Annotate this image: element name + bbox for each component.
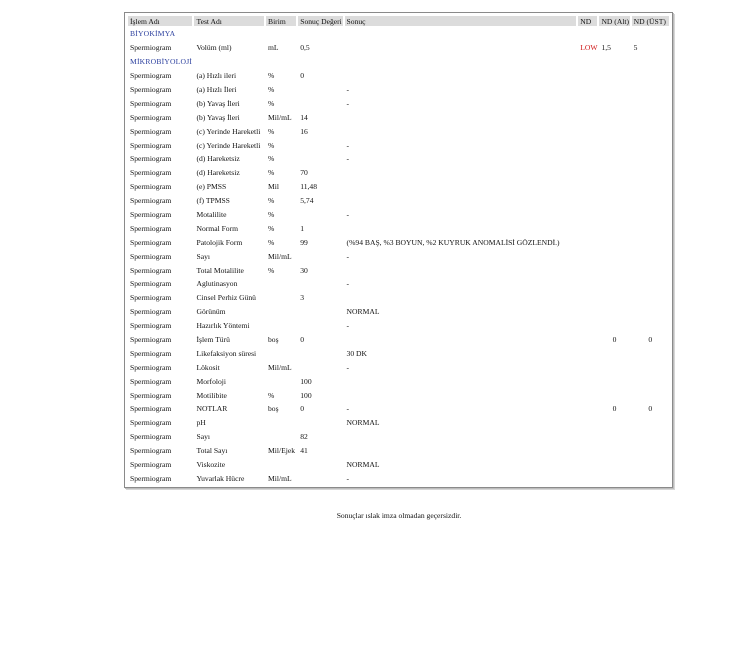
cell-test: (d) Hareketsiz xyxy=(196,168,240,178)
cell-islem: Spermiogram xyxy=(130,473,172,483)
cell-test: Aglutinasyon xyxy=(196,279,238,289)
cell-nd: LOW xyxy=(580,43,598,53)
cell-nd-alt xyxy=(599,181,629,193)
cell-sonuc xyxy=(345,264,577,276)
cell-test: (b) Yavaş İleri xyxy=(196,112,240,122)
cell-birim: % xyxy=(268,237,275,247)
cell-nd xyxy=(578,306,597,318)
cell-nd xyxy=(578,445,597,457)
cell-islem: Spermiogram xyxy=(130,335,172,345)
cell-sonuc xyxy=(345,167,577,179)
cell-test: (e) PMSS xyxy=(196,182,227,192)
cell-nd-ust xyxy=(632,236,669,248)
footer-note: Sonuçlar ıslak imza olmadan geçersizdir. xyxy=(336,511,462,520)
cell-nd xyxy=(578,222,597,234)
cell-nd-ust xyxy=(632,125,669,137)
table-row xyxy=(128,222,669,234)
cell-nd-alt xyxy=(599,445,629,457)
col-nd: ND xyxy=(578,16,597,26)
cell-nd xyxy=(578,139,597,151)
cell-sonuc xyxy=(345,222,577,234)
cell-nd-ust xyxy=(632,167,669,179)
cell-islem: Spermiogram xyxy=(130,279,172,289)
cell-nd xyxy=(578,209,597,221)
cell-birim: Mil/mL xyxy=(268,112,292,122)
cell-nd xyxy=(578,167,597,179)
cell-islem: Spermiogram xyxy=(130,140,172,150)
cell-islem: Spermiogram xyxy=(130,446,172,456)
cell-nd-alt: 0 xyxy=(612,335,617,345)
table-row xyxy=(128,361,669,373)
cell-nd-alt xyxy=(599,97,629,109)
cell-birim: % xyxy=(268,140,275,150)
cell-birim: mL xyxy=(268,43,279,53)
table-row xyxy=(128,264,669,276)
table-row xyxy=(128,125,669,137)
cell-sonuc: - xyxy=(346,279,350,289)
cell-nd-alt xyxy=(599,139,629,151)
cell-nd-alt xyxy=(599,361,629,373)
cell-birim: Mil/mL xyxy=(268,473,292,483)
col-islem-adi: İşlem Adı xyxy=(128,16,192,26)
col-test-adi: Test Adı xyxy=(194,16,264,26)
cell-deger xyxy=(298,347,342,359)
cell-test: Yuvarlak Hücre xyxy=(196,473,245,483)
cell-deger xyxy=(298,139,342,151)
cell-deger xyxy=(298,278,342,290)
cell-nd-ust: 0 xyxy=(648,404,653,414)
cell-nd-alt xyxy=(599,167,629,179)
cell-birim: Mil/Ejek xyxy=(268,446,295,456)
cell-islem: Spermiogram xyxy=(130,265,172,275)
cell-nd-ust xyxy=(632,347,669,359)
table-row xyxy=(128,181,669,193)
cell-birim: Mil xyxy=(268,182,279,192)
cell-nd-ust xyxy=(632,84,669,96)
table-row xyxy=(128,236,669,248)
cell-sonuc xyxy=(345,70,577,82)
table-row xyxy=(128,417,669,429)
col-sonuc-degeri: Sonuç Değeri xyxy=(300,16,342,26)
cell-islem: Spermiogram xyxy=(130,154,172,164)
cell-deger xyxy=(298,473,342,485)
cell-islem: Spermiogram xyxy=(130,362,172,372)
cell-nd xyxy=(578,111,597,123)
table-row xyxy=(128,445,669,457)
cell-nd-alt: 1,5 xyxy=(601,43,611,53)
cell-deger: 0 xyxy=(300,404,305,414)
cell-nd-alt xyxy=(599,153,629,165)
cell-nd-alt xyxy=(599,70,629,82)
cell-test: Sayı xyxy=(196,432,210,442)
cell-deger: 11,48 xyxy=(300,182,318,192)
cell-nd-alt xyxy=(599,209,629,221)
cell-nd-ust xyxy=(632,417,669,429)
cell-nd-alt xyxy=(599,236,629,248)
cell-sonuc xyxy=(345,181,577,193)
cell-sonuc: - xyxy=(346,98,350,108)
col-sonuc: Sonuç xyxy=(345,16,577,26)
cell-nd xyxy=(578,195,597,207)
cell-nd xyxy=(578,125,597,137)
cell-nd xyxy=(578,375,597,387)
cell-birim xyxy=(266,431,296,443)
section-title: BİYOKİMYA xyxy=(130,29,176,39)
cell-sonuc xyxy=(345,195,577,207)
table-row xyxy=(128,195,669,207)
cell-birim xyxy=(266,278,296,290)
cell-nd-ust xyxy=(632,111,669,123)
cell-nd xyxy=(578,389,597,401)
cell-birim xyxy=(266,320,296,332)
cell-birim: boş xyxy=(268,404,279,414)
cell-islem: Spermiogram xyxy=(130,71,172,81)
cell-test: Likefaksiyon süresi xyxy=(196,348,257,358)
cell-deger: 100 xyxy=(300,390,312,400)
cell-birim: boş xyxy=(268,335,279,345)
cell-islem: Spermiogram xyxy=(130,293,172,303)
cell-nd xyxy=(578,278,597,290)
cell-nd-alt xyxy=(599,306,629,318)
cell-birim: % xyxy=(268,154,275,164)
cell-nd-alt xyxy=(599,320,629,332)
cell-nd xyxy=(578,431,597,443)
cell-test: Motilibite xyxy=(196,390,227,400)
cell-nd xyxy=(578,97,597,109)
cell-sonuc: - xyxy=(346,154,350,164)
cell-deger xyxy=(298,84,342,96)
cell-test: (f) TPMSS xyxy=(196,196,230,206)
table-row xyxy=(128,153,669,165)
cell-nd-ust xyxy=(632,473,669,485)
cell-islem: Spermiogram xyxy=(130,376,172,386)
table-row xyxy=(128,139,669,151)
cell-sonuc xyxy=(345,111,577,123)
cell-birim xyxy=(266,417,296,429)
cell-sonuc: - xyxy=(346,473,350,483)
section-title: MİKROBİYOLOJİ xyxy=(130,57,193,67)
cell-test: Hazırlık Yöntemi xyxy=(196,321,250,331)
cell-deger xyxy=(298,250,342,262)
cell-islem: Spermiogram xyxy=(130,251,172,261)
cell-sonuc xyxy=(345,334,577,346)
cell-test: (b) Yavaş İleri xyxy=(196,98,240,108)
cell-sonuc xyxy=(345,292,577,304)
cell-islem: Spermiogram xyxy=(130,43,172,53)
results-panel xyxy=(124,12,673,488)
cell-nd-alt xyxy=(599,389,629,401)
cell-nd xyxy=(578,292,597,304)
cell-test: Sayı xyxy=(196,251,210,261)
cell-test: Patolojik Form xyxy=(196,237,243,247)
cell-deger xyxy=(298,306,342,318)
cell-deger: 3 xyxy=(300,293,305,303)
cell-nd xyxy=(578,84,597,96)
table-row xyxy=(128,473,669,485)
cell-sonuc: NORMAL xyxy=(346,460,380,470)
cell-nd-alt xyxy=(599,278,629,290)
cell-deger xyxy=(298,459,342,471)
cell-islem: Spermiogram xyxy=(130,112,172,122)
col-nd-alt: ND (Alt) xyxy=(601,16,630,26)
cell-test: Volüm (ml) xyxy=(196,43,232,53)
cell-islem: Spermiogram xyxy=(130,321,172,331)
cell-birim: % xyxy=(268,265,275,275)
table-row xyxy=(128,389,669,401)
cell-nd xyxy=(578,264,597,276)
cell-nd-ust xyxy=(632,389,669,401)
cell-nd-ust xyxy=(632,181,669,193)
table-row xyxy=(128,250,669,262)
cell-nd-alt xyxy=(599,111,629,123)
results-table xyxy=(126,14,671,486)
cell-nd-alt xyxy=(599,347,629,359)
cell-test: (a) Hızlı İleri xyxy=(196,85,237,94)
cell-nd xyxy=(578,459,597,471)
cell-islem: Spermiogram xyxy=(130,182,172,192)
cell-test: Morfoloji xyxy=(196,376,227,386)
cell-islem: Spermiogram xyxy=(130,348,172,358)
cell-deger: 14 xyxy=(300,112,308,122)
cell-deger: 82 xyxy=(300,432,308,442)
table-row xyxy=(128,347,669,359)
cell-nd-ust xyxy=(632,431,669,443)
cell-sonuc xyxy=(345,431,577,443)
cell-nd-alt xyxy=(599,473,629,485)
cell-nd-alt: 0 xyxy=(612,404,617,414)
cell-nd-ust xyxy=(632,306,669,318)
cell-test: Total Motalilite xyxy=(196,265,244,275)
cell-nd-ust xyxy=(632,209,669,221)
cell-deger: 0 xyxy=(300,71,305,81)
col-birim: Birim xyxy=(266,16,296,26)
table-row xyxy=(128,459,669,471)
cell-deger xyxy=(298,209,342,221)
cell-test: Motalilite xyxy=(196,210,227,220)
cell-birim: Mil/mL xyxy=(268,251,292,261)
cell-birim: % xyxy=(268,210,275,220)
cell-sonuc: - xyxy=(346,321,350,331)
cell-sonuc xyxy=(345,125,577,137)
cell-islem: Spermiogram xyxy=(130,237,172,247)
cell-nd-ust xyxy=(632,445,669,457)
cell-islem: Spermiogram xyxy=(130,126,172,136)
cell-sonuc: - xyxy=(346,251,350,261)
cell-birim: % xyxy=(268,71,275,81)
cell-birim xyxy=(266,375,296,387)
cell-nd-ust xyxy=(632,153,669,165)
cell-nd xyxy=(578,153,597,165)
cell-nd-ust xyxy=(632,361,669,373)
cell-test: Görünüm xyxy=(196,307,226,317)
cell-birim: % xyxy=(268,85,275,94)
cell-nd xyxy=(578,347,597,359)
cell-nd-alt xyxy=(599,431,629,443)
cell-islem: Spermiogram xyxy=(130,307,172,317)
cell-test: (c) Yerinde Hareketli xyxy=(196,126,261,136)
cell-islem: Spermiogram xyxy=(130,418,172,428)
cell-test: (a) Hızlı ileri xyxy=(196,71,237,81)
section-row xyxy=(128,28,669,40)
cell-islem: Spermiogram xyxy=(130,210,172,220)
cell-test: (c) Yerinde Hareketli xyxy=(196,140,261,150)
cell-nd-ust xyxy=(632,459,669,471)
cell-sonuc: NORMAL xyxy=(346,418,380,428)
cell-islem: Spermiogram xyxy=(130,390,172,400)
cell-deger: 0 xyxy=(300,335,305,345)
cell-islem: Spermiogram xyxy=(130,432,172,442)
cell-test: Viskozite xyxy=(196,460,226,470)
cell-nd-ust xyxy=(632,97,669,109)
cell-deger: 70 xyxy=(300,168,308,178)
table-row xyxy=(128,42,669,54)
cell-sonuc xyxy=(345,445,577,457)
cell-nd-ust: 0 xyxy=(648,335,653,345)
cell-nd-alt xyxy=(599,250,629,262)
cell-nd xyxy=(578,334,597,346)
cell-nd-alt xyxy=(599,222,629,234)
cell-test: Total Sayı xyxy=(196,446,228,456)
cell-sonuc: 30 DK xyxy=(346,348,368,358)
cell-deger: 1 xyxy=(300,223,305,233)
cell-sonuc xyxy=(345,389,577,401)
cell-nd-ust xyxy=(632,222,669,234)
cell-deger xyxy=(298,97,342,109)
cell-sonuc: - xyxy=(346,404,350,414)
cell-nd-ust xyxy=(632,320,669,332)
table-body xyxy=(128,28,669,484)
cell-sonuc: - xyxy=(346,85,350,94)
table-header-row xyxy=(128,16,669,26)
cell-islem: Spermiogram xyxy=(130,196,172,206)
table-row xyxy=(128,334,669,346)
cell-sonuc: NORMAL xyxy=(346,307,380,317)
cell-deger xyxy=(298,417,342,429)
cell-nd xyxy=(578,250,597,262)
cell-test: NOTLAR xyxy=(196,404,228,414)
cell-nd-alt xyxy=(599,459,629,471)
cell-islem: Spermiogram xyxy=(130,168,172,178)
cell-nd-alt xyxy=(599,195,629,207)
cell-birim: % xyxy=(268,223,275,233)
cell-test: Normal Form xyxy=(196,223,239,233)
cell-birim xyxy=(266,306,296,318)
cell-nd-ust xyxy=(632,250,669,262)
cell-birim xyxy=(266,459,296,471)
cell-birim: % xyxy=(268,168,275,178)
table-row xyxy=(128,70,669,82)
cell-deger: 30 xyxy=(300,265,308,275)
cell-islem: Spermiogram xyxy=(130,404,172,414)
cell-sonuc: (%94 BAŞ, %3 BOYUN, %2 KUYRUK ANOMALİSİ GÖZLENDİ.) xyxy=(346,237,560,247)
cell-nd-alt xyxy=(599,417,629,429)
table-row xyxy=(128,209,669,221)
cell-test: Lökosit xyxy=(196,362,220,372)
cell-deger xyxy=(298,153,342,165)
cell-deger: 5,74 xyxy=(300,196,314,206)
cell-deger xyxy=(298,320,342,332)
cell-test: pH xyxy=(196,418,206,428)
cell-nd xyxy=(578,236,597,248)
cell-birim: % xyxy=(268,196,275,206)
cell-nd-ust xyxy=(632,292,669,304)
cell-islem: Spermiogram xyxy=(130,98,172,108)
cell-nd-alt xyxy=(599,84,629,96)
cell-sonuc: - xyxy=(346,210,350,220)
cell-nd-ust: 5 xyxy=(633,43,638,53)
table-row xyxy=(128,278,669,290)
cell-nd-alt xyxy=(599,264,629,276)
cell-nd-ust xyxy=(632,375,669,387)
cell-test: (d) Hareketsiz xyxy=(196,154,240,164)
cell-deger: 100 xyxy=(300,376,312,386)
cell-sonuc xyxy=(345,375,577,387)
cell-islem: Spermiogram xyxy=(130,460,172,470)
cell-nd xyxy=(578,320,597,332)
table-row xyxy=(128,84,669,96)
cell-birim: % xyxy=(268,126,275,136)
cell-nd xyxy=(578,181,597,193)
table-row xyxy=(128,292,669,304)
cell-birim: % xyxy=(268,390,275,400)
cell-nd-alt xyxy=(599,125,629,137)
table-row xyxy=(128,111,669,123)
cell-birim xyxy=(266,347,296,359)
cell-nd-ust xyxy=(632,70,669,82)
cell-test: İşlem Türü xyxy=(196,335,230,345)
cell-nd-ust xyxy=(632,264,669,276)
cell-deger: 99 xyxy=(300,237,308,247)
cell-sonuc: - xyxy=(346,362,350,372)
cell-islem: Spermiogram xyxy=(130,223,172,233)
table-row xyxy=(128,403,669,415)
table-row xyxy=(128,431,669,443)
cell-nd xyxy=(578,417,597,429)
cell-nd-alt xyxy=(599,292,629,304)
cell-deger xyxy=(298,361,342,373)
table-row xyxy=(128,167,669,179)
cell-birim xyxy=(266,292,296,304)
cell-nd-ust xyxy=(632,139,669,151)
table-row xyxy=(128,97,669,109)
cell-sonuc: - xyxy=(346,140,350,150)
cell-nd-ust xyxy=(632,195,669,207)
cell-test: Cinsel Perhiz Günü xyxy=(196,293,256,303)
cell-birim: Mil/mL xyxy=(268,362,292,372)
section-row xyxy=(128,56,669,68)
cell-birim: % xyxy=(268,98,275,108)
cell-nd xyxy=(578,473,597,485)
cell-nd xyxy=(578,70,597,82)
cell-nd-alt xyxy=(599,375,629,387)
table-row xyxy=(128,306,669,318)
table-row xyxy=(128,320,669,332)
table-row xyxy=(128,375,669,387)
cell-nd xyxy=(578,361,597,373)
cell-deger: 0,5 xyxy=(300,43,310,53)
cell-deger: 16 xyxy=(300,126,308,136)
cell-nd xyxy=(578,403,597,415)
cell-islem: Spermiogram xyxy=(130,85,172,94)
col-nd-ust: ND (ÜST) xyxy=(632,16,669,26)
cell-nd-ust xyxy=(632,278,669,290)
cell-deger: 41 xyxy=(300,446,308,456)
cell-sonuc xyxy=(345,42,577,54)
